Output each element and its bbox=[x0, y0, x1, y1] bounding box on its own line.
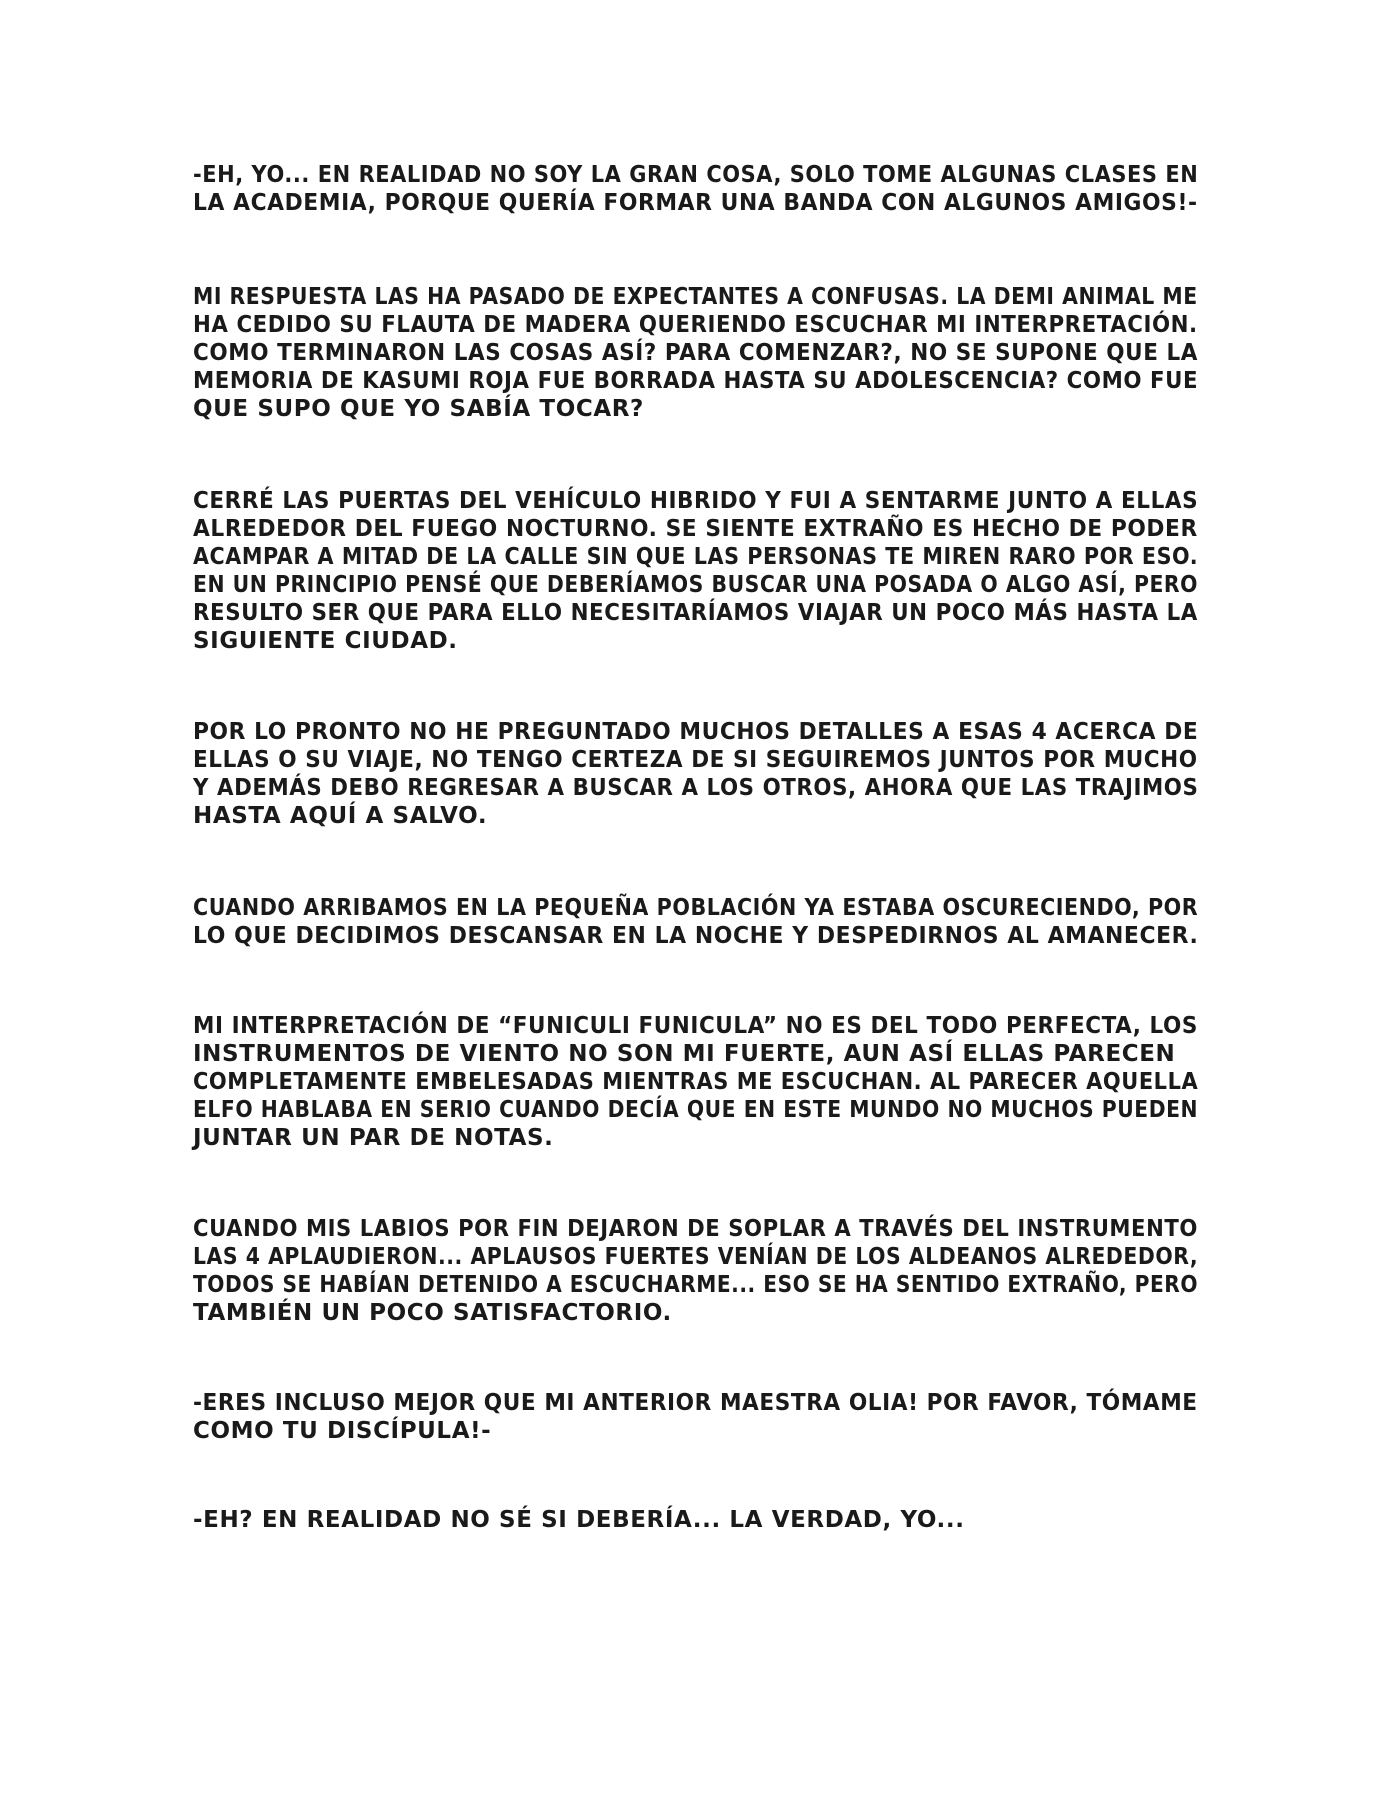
paragraph-line: Y ADEMÁS DEBO REGRESAR A BUSCAR A LOS OTROS, AHORA QUE LAS TRAJIMOS bbox=[193, 775, 1199, 801]
paragraph-line: TAMBIÉN UN POCO SATISFACTORIO. bbox=[193, 1300, 672, 1326]
paragraph-3 bbox=[193, 487, 1198, 655]
paragraph-line: LA ACADEMIA, PORQUE QUERÍA FORMAR UNA BANDA CON ALGUNOS AMIGOS!- bbox=[193, 190, 1198, 216]
paragraph-line: JUNTAR UN PAR DE NOTAS. bbox=[193, 1125, 554, 1151]
paragraph-line: POR LO PRONTO NO HE PREGUNTADO MUCHOS DETALLES A ESAS 4 ACERCA DE bbox=[193, 719, 1199, 745]
paragraph-line: CERRÉ LAS PUERTAS DEL VEHÍCULO HIBRIDO Y FUI A SENTARME JUNTO A ELLAS bbox=[193, 488, 1199, 514]
paragraph-line: TODOS SE HABÍAN DETENIDO A ESCUCHARME... ESO SE HA SENTIDO EXTRAÑO, PERO bbox=[193, 1272, 1199, 1298]
paragraph-line: -ERES INCLUSO MEJOR QUE MI ANTERIOR MAESTRA OLIA! POR FAVOR, TÓMAME bbox=[193, 1390, 1198, 1416]
paragraph-8 bbox=[193, 1389, 1198, 1445]
paragraph-line: ALREDEDOR DEL FUEGO NOCTURNO. SE SIENTE EXTRAÑO ES HECHO DE PODER bbox=[193, 516, 1198, 542]
paragraph-6 bbox=[193, 1012, 1198, 1152]
paragraph-line: ELFO HABLABA EN SERIO CUANDO DECÍA QUE EN ESTE MUNDO NO MUCHOS PUEDEN bbox=[193, 1097, 1199, 1123]
paragraph-2 bbox=[193, 283, 1198, 423]
paragraph-5 bbox=[193, 894, 1198, 950]
paragraph-line: HASTA AQUÍ A SALVO. bbox=[193, 803, 488, 829]
paragraph-line: CUANDO ARRIBAMOS EN LA PEQUEÑA POBLACIÓN YA ESTABA OSCURECIENDO, POR bbox=[193, 895, 1199, 921]
paragraph-line: COMPLETAMENTE EMBELESADAS MIENTRAS ME ESCUCHAN. AL PARECER AQUELLA bbox=[193, 1069, 1199, 1095]
paragraph-4 bbox=[193, 718, 1198, 830]
paragraph-line: MI RESPUESTA LAS HA PASADO DE EXPECTANTES A CONFUSAS. LA DEMI ANIMAL ME bbox=[193, 284, 1198, 310]
paragraph-line: -EH? EN REALIDAD NO SÉ SI DEBERÍA... LA VERDAD, YO... bbox=[193, 1507, 965, 1533]
paragraph-line: COMO TU DISCÍPULA!- bbox=[193, 1418, 492, 1444]
paragraph-line: INSTRUMENTOS DE VIENTO NO SON MI FUERTE, AUN ASÍ ELLAS PARECEN bbox=[193, 1041, 1176, 1067]
paragraph-1 bbox=[193, 161, 1198, 217]
paragraph-line: MEMORIA DE KASUMI ROJA FUE BORRADA HASTA SU ADOLESCENCIA? COMO FUE bbox=[193, 368, 1199, 394]
paragraph-line: RESULTO SER QUE PARA ELLO NECESITARÍAMOS VIAJAR UN POCO MÁS HASTA LA bbox=[193, 600, 1198, 626]
paragraph-line: HA CEDIDO SU FLAUTA DE MADERA QUERIENDO ESCUCHAR MI INTERPRETACIÓN. bbox=[193, 312, 1198, 338]
paragraph-line: LO QUE DECIDIMOS DESCANSAR EN LA NOCHE Y DESPEDIRNOS AL AMANECER. bbox=[193, 923, 1199, 949]
paragraph-line: CUANDO MIS LABIOS POR FIN DEJARON DE SOPLAR A TRAVÉS DEL INSTRUMENTO bbox=[193, 1216, 1198, 1242]
paragraph-line: ELLAS O SU VIAJE, NO TENGO CERTEZA DE SI SEGUIREMOS JUNTOS POR MUCHO bbox=[193, 747, 1198, 773]
paragraph-line: SIGUIENTE CIUDAD. bbox=[193, 628, 458, 654]
paragraph-7 bbox=[193, 1215, 1198, 1327]
paragraph-line: -EH, YO... EN REALIDAD NO SOY LA GRAN COSA, SOLO TOME ALGUNAS CLASES EN bbox=[193, 162, 1199, 188]
paragraph-line: EN UN PRINCIPIO PENSÉ QUE DEBERÍAMOS BUSCAR UNA POSADA O ALGO ASÍ, PERO bbox=[193, 572, 1198, 598]
paragraph-9 bbox=[193, 1506, 1198, 1534]
paragraph-line: ACAMPAR A MITAD DE LA CALLE SIN QUE LAS PERSONAS TE MIREN RARO POR ESO. bbox=[193, 544, 1199, 570]
paragraph-line: LAS 4 APLAUDIERON... APLAUSOS FUERTES VENÍAN DE LOS ALDEANOS ALREDEDOR, bbox=[193, 1244, 1199, 1270]
paragraph-line: COMO TERMINARON LAS COSAS ASÍ? PARA COMENZAR?, NO SE SUPONE QUE LA bbox=[193, 340, 1199, 366]
paragraph-line: MI INTERPRETACIÓN DE “FUNICULI FUNICULA” NO ES DEL TODO PERFECTA, LOS bbox=[193, 1013, 1198, 1039]
paragraph-line: QUE SUPO QUE YO SABÍA TOCAR? bbox=[193, 396, 644, 422]
